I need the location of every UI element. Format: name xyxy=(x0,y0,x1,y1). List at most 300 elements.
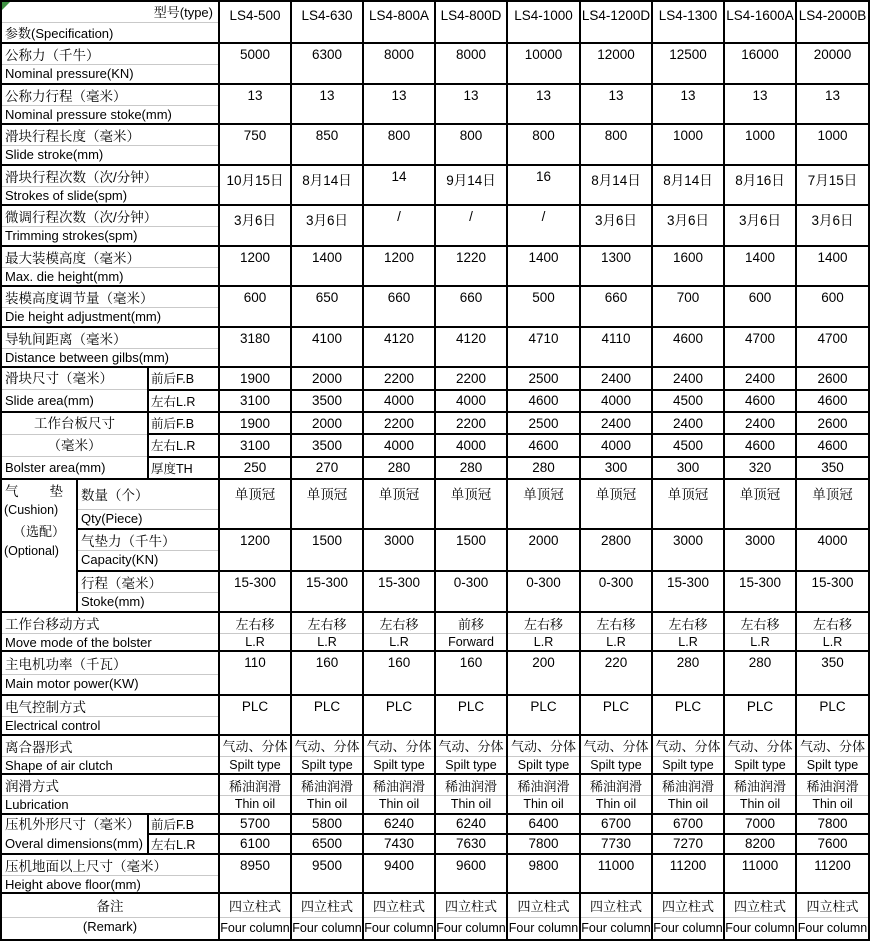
spec-row-label-en: Die height adjustment(mm) xyxy=(1,308,219,327)
spec-value-cell: 9500 xyxy=(291,854,363,894)
spec-value-cell: 500 xyxy=(507,286,580,327)
spec-value-en: Forward xyxy=(435,634,507,652)
spec-value-cell: 6300 xyxy=(291,43,363,84)
spec-row-label-en: Height above floor(mm) xyxy=(1,875,219,893)
spec-value-zh: 稀油润滑 xyxy=(435,774,507,796)
table-row xyxy=(1,165,869,187)
spec-value-zh: 气动、分体 xyxy=(580,735,652,757)
spec-row-label-zh: 滑块行程次数（次/分钟） xyxy=(1,165,219,187)
spec-value-cell: 11200 xyxy=(652,854,724,894)
spec-value-cell: 4120 xyxy=(435,327,507,368)
spec-value-cell: 4000 xyxy=(435,390,507,413)
spec-value-cell: 13 xyxy=(291,84,363,125)
spec-value-cell: 15-300 xyxy=(363,571,435,613)
spec-row-label-zh: 公称力行程（毫米） xyxy=(1,84,219,106)
spec-value-en: Thin oil xyxy=(652,796,724,814)
spec-value-cell: 280 xyxy=(435,457,507,479)
group-label-line: 压机外形尺寸（毫米） xyxy=(5,816,140,832)
table-row xyxy=(1,651,869,674)
spec-value-cell: 1500 xyxy=(291,529,363,571)
spec-row-label-en: Distance between gilbs(mm) xyxy=(1,348,219,367)
spec-value-cell: 8000 xyxy=(363,43,435,84)
spec-value-cell: 3月6日 xyxy=(652,205,724,246)
spec-value-cell: 4000 xyxy=(580,434,652,456)
spec-value-cell: 4120 xyxy=(363,327,435,368)
spec-value-cell: 1900 xyxy=(219,412,291,434)
spec-row-label-zh: 主电机功率（千瓦） xyxy=(1,651,219,674)
spec-row-label-zh: 装模高度调节量（毫米） xyxy=(1,286,219,308)
spec-value-cell: 单顶冠 xyxy=(219,479,291,529)
spec-value-cell: 单顶冠 xyxy=(652,479,724,529)
cushion-label-zh-right: 垫 xyxy=(49,484,63,499)
spec-value-cell: 1200 xyxy=(219,246,291,287)
spec-value-cell: PLC xyxy=(291,695,363,735)
spec-value-cell: 1400 xyxy=(796,246,869,287)
spec-value-cell: 10000 xyxy=(507,43,580,84)
group-row-label xyxy=(1,814,148,854)
spec-value-cell: 4700 xyxy=(796,327,869,368)
table-row xyxy=(1,327,869,349)
spec-value-en: L.R xyxy=(652,634,724,652)
spec-value-cell: 660 xyxy=(580,286,652,327)
sub-row-label: 左右L.R xyxy=(148,434,219,456)
corner-cell-spec: 参数(Specification) xyxy=(1,23,219,44)
spec-value-cell: 8000 xyxy=(435,43,507,84)
spec-value-en: Four column xyxy=(363,917,435,940)
spec-value-cell: 13 xyxy=(652,84,724,125)
spec-value-zh: 稀油润滑 xyxy=(580,774,652,796)
spec-value-cell: 700 xyxy=(652,286,724,327)
spec-value-en: Spilt type xyxy=(724,756,796,774)
model-header: LS4-1000 xyxy=(507,1,580,43)
spec-value-cell: 850 xyxy=(291,124,363,165)
spec-value-cell: 6500 xyxy=(291,834,363,854)
table-row xyxy=(1,735,869,757)
spec-value-zh: 前移 xyxy=(435,612,507,634)
spec-value-zh: 稀油润滑 xyxy=(507,774,580,796)
model-header: LS4-2000B xyxy=(796,1,869,43)
spec-value-cell: 600 xyxy=(724,286,796,327)
spec-value-cell: 280 xyxy=(724,651,796,695)
spec-value-cell: 4500 xyxy=(652,434,724,456)
group-label-line: Bolster area(mm) xyxy=(2,456,147,478)
spec-value-zh: 气动、分体 xyxy=(219,735,291,757)
spec-value-cell: 11000 xyxy=(724,854,796,894)
spec-value-cell: 0-300 xyxy=(507,571,580,613)
spec-value-cell: 9月14日 xyxy=(435,165,507,206)
spec-value-cell: 600 xyxy=(796,286,869,327)
spec-value-en: Four column xyxy=(435,917,507,940)
spec-value-cell: 2000 xyxy=(291,412,363,434)
spec-row-label-en: Slide stroke(mm) xyxy=(1,146,219,165)
table-row xyxy=(1,854,869,876)
spec-value-cell: 7630 xyxy=(435,834,507,854)
spec-value-cell: 800 xyxy=(435,124,507,165)
spec-value-cell: 13 xyxy=(724,84,796,125)
spec-value-zh: 四立柱式 xyxy=(219,893,291,917)
spec-value-cell: 16 xyxy=(507,165,580,206)
spec-value-cell: 1000 xyxy=(724,124,796,165)
spec-value-cell: 1000 xyxy=(652,124,724,165)
green-corner-icon xyxy=(2,2,10,10)
spec-value-cell: 160 xyxy=(363,651,435,695)
spec-value-cell: 7600 xyxy=(796,834,869,854)
spec-value-cell: 350 xyxy=(796,457,869,479)
table-row xyxy=(1,917,869,940)
spec-value-zh: 稀油润滑 xyxy=(363,774,435,796)
spec-value-cell: 11200 xyxy=(796,854,869,894)
spec-value-cell: 3月6日 xyxy=(724,205,796,246)
spec-value-zh: 气动、分体 xyxy=(363,735,435,757)
spec-value-zh: 左右移 xyxy=(796,612,869,634)
spec-value-en: Four column xyxy=(652,917,724,940)
spec-value-en: L.R xyxy=(507,634,580,652)
model-header: LS4-1300 xyxy=(652,1,724,43)
spec-value-cell: 2200 xyxy=(363,367,435,390)
spec-value-cell: 8950 xyxy=(219,854,291,894)
cushion-sub-label-en: Qty(Piece) xyxy=(77,509,219,529)
spec-value-cell: 7270 xyxy=(652,834,724,854)
model-header: LS4-630 xyxy=(291,1,363,43)
spec-value-cell: 4000 xyxy=(435,434,507,456)
spec-value-cell: 7800 xyxy=(507,834,580,854)
cushion-label-line: (Cushion) xyxy=(4,503,59,517)
spec-value-cell: 4700 xyxy=(724,327,796,368)
group-label-line: Slide area(mm) xyxy=(2,389,147,411)
spec-value-cell: 13 xyxy=(796,84,869,125)
spec-value-cell: 2400 xyxy=(724,367,796,390)
cushion-sub-label-en: Capacity(KN) xyxy=(77,551,219,571)
spec-value-cell: 600 xyxy=(219,286,291,327)
spec-value-en: Spilt type xyxy=(580,756,652,774)
spec-value-cell: 9600 xyxy=(435,854,507,894)
model-header: LS4-800D xyxy=(435,1,507,43)
spec-value-cell: 280 xyxy=(363,457,435,479)
spec-value-cell: 5700 xyxy=(219,814,291,834)
table-row xyxy=(1,695,869,717)
spec-value-cell: 13 xyxy=(507,84,580,125)
spec-value-cell: 15-300 xyxy=(796,571,869,613)
spec-value-cell: 2400 xyxy=(724,412,796,434)
spec-value-cell: 9800 xyxy=(507,854,580,894)
spec-value-cell: 13 xyxy=(435,84,507,125)
spec-value-zh: 稀油润滑 xyxy=(652,774,724,796)
spec-row-label-zh: 离合器形式 xyxy=(1,735,219,757)
spec-value-zh: 左右移 xyxy=(580,612,652,634)
spec-value-cell: 280 xyxy=(652,651,724,695)
spec-value-cell: 280 xyxy=(507,457,580,479)
spec-value-en: Four column xyxy=(291,917,363,940)
spec-value-cell: 4500 xyxy=(652,390,724,413)
spec-value-cell: 9400 xyxy=(363,854,435,894)
spec-row-label-en: Trimming strokes(spm) xyxy=(1,227,219,246)
spec-value-en: Thin oil xyxy=(435,796,507,814)
spec-value-cell: 3月6日 xyxy=(291,205,363,246)
model-header: LS4-1600A xyxy=(724,1,796,43)
spec-value-en: Spilt type xyxy=(291,756,363,774)
spec-value-cell: 6100 xyxy=(219,834,291,854)
spec-value-zh: 四立柱式 xyxy=(291,893,363,917)
sub-row-label: 前后F.B xyxy=(148,367,219,390)
spec-value-cell: PLC xyxy=(724,695,796,735)
spec-row-label-en: Strokes of slide(spm) xyxy=(1,186,219,205)
spec-value-cell: 12000 xyxy=(580,43,652,84)
spec-value-cell: 1200 xyxy=(363,246,435,287)
table-row xyxy=(1,634,869,652)
table-row xyxy=(1,796,869,814)
spec-value-en: Thin oil xyxy=(796,796,869,814)
spec-value-zh: 气动、分体 xyxy=(724,735,796,757)
spec-value-cell: 750 xyxy=(219,124,291,165)
spec-value-cell: 13 xyxy=(219,84,291,125)
spec-value-cell: 8200 xyxy=(724,834,796,854)
cushion-label-line: (Optional) xyxy=(4,544,59,558)
spec-value-cell: PLC xyxy=(363,695,435,735)
corner-cell-type: 型号(type) xyxy=(1,1,219,23)
spec-row-label-zh: 导轨间距离（毫米） xyxy=(1,327,219,349)
spec-value-cell: 3500 xyxy=(291,434,363,456)
spec-value-cell: 0-300 xyxy=(435,571,507,613)
spec-value-cell: 3000 xyxy=(724,529,796,571)
spec-value-cell: 4600 xyxy=(796,390,869,413)
spec-value-zh: 四立柱式 xyxy=(796,893,869,917)
spec-value-cell: 2400 xyxy=(652,412,724,434)
spec-value-cell: 2000 xyxy=(291,367,363,390)
spec-value-en: Thin oil xyxy=(219,796,291,814)
spec-value-en: Four column xyxy=(796,917,869,940)
spec-value-cell: 3000 xyxy=(363,529,435,571)
spec-value-cell: 单顶冠 xyxy=(435,479,507,529)
spec-value-cell: PLC xyxy=(652,695,724,735)
spec-value-cell: 650 xyxy=(291,286,363,327)
spec-value-cell: 7730 xyxy=(580,834,652,854)
spec-value-cell: 2600 xyxy=(796,412,869,434)
spec-value-cell: 2200 xyxy=(435,367,507,390)
spec-value-cell: / xyxy=(507,205,580,246)
spec-value-cell: 单顶冠 xyxy=(724,479,796,529)
spec-value-en: Spilt type xyxy=(652,756,724,774)
spec-value-cell: 7000 xyxy=(724,814,796,834)
spec-value-cell: 1500 xyxy=(435,529,507,571)
spec-value-cell: 14 xyxy=(363,165,435,206)
cushion-label-line: （选配） xyxy=(12,524,65,539)
table-row xyxy=(1,412,869,434)
spec-value-cell: 15-300 xyxy=(652,571,724,613)
spec-value-cell: 1200 xyxy=(219,529,291,571)
spec-value-cell: 3180 xyxy=(219,327,291,368)
table-row xyxy=(1,893,869,917)
table-row xyxy=(1,286,869,308)
model-header: LS4-1200D xyxy=(580,1,652,43)
spec-value-zh: 左右移 xyxy=(652,612,724,634)
spec-value-en: Four column xyxy=(580,917,652,940)
spec-row-label-en: Electrical control xyxy=(1,717,219,735)
cushion-sub-label-zh: 行程（毫米） xyxy=(77,571,219,593)
spec-value-cell: 单顶冠 xyxy=(291,479,363,529)
spec-row-label-zh: 电气控制方式 xyxy=(1,695,219,717)
spec-value-cell: 5000 xyxy=(219,43,291,84)
spec-row-label-zh: 润滑方式 xyxy=(1,774,219,796)
spec-value-cell: 6400 xyxy=(507,814,580,834)
spec-value-cell: 单顶冠 xyxy=(507,479,580,529)
spec-value-zh: 四立柱式 xyxy=(435,893,507,917)
spec-value-zh: 左右移 xyxy=(363,612,435,634)
spec-value-cell: 1300 xyxy=(580,246,652,287)
spec-value-cell: 15-300 xyxy=(219,571,291,613)
spec-row-label-zh: 最大装模高度（毫米） xyxy=(1,246,219,268)
spec-value-cell: 10月15日 xyxy=(219,165,291,206)
spec-value-cell: 15-300 xyxy=(724,571,796,613)
spec-value-cell: 1400 xyxy=(291,246,363,287)
spec-value-cell: 2800 xyxy=(580,529,652,571)
cushion-group-label xyxy=(1,479,77,612)
spec-row-label-en: Shape of air clutch xyxy=(1,756,219,774)
group-row-label xyxy=(1,367,148,412)
spec-value-zh: 稀油润滑 xyxy=(724,774,796,796)
group-label-line: 滑块尺寸（毫米） xyxy=(5,371,113,386)
spec-value-zh: 气动、分体 xyxy=(652,735,724,757)
table-row xyxy=(1,814,869,834)
spec-value-cell: 3500 xyxy=(291,390,363,413)
spec-value-cell: 660 xyxy=(363,286,435,327)
spec-value-zh: 气动、分体 xyxy=(291,735,363,757)
spec-value-cell: 4600 xyxy=(507,390,580,413)
spec-value-cell: 3月6日 xyxy=(580,205,652,246)
spec-value-cell: 6700 xyxy=(580,814,652,834)
spec-row-label-en: Main motor power(KW) xyxy=(1,674,219,695)
spec-row-label-en: (Remark) xyxy=(1,917,219,940)
spec-value-cell: 16000 xyxy=(724,43,796,84)
spec-value-cell: 2400 xyxy=(652,367,724,390)
spec-value-en: Thin oil xyxy=(507,796,580,814)
spec-value-cell: 11000 xyxy=(580,854,652,894)
spec-value-zh: 气动、分体 xyxy=(507,735,580,757)
spec-value-en: L.R xyxy=(724,634,796,652)
sub-row-label: 左右L.R xyxy=(148,834,219,854)
table-row xyxy=(1,756,869,774)
spec-value-en: L.R xyxy=(363,634,435,652)
spec-value-cell: 800 xyxy=(580,124,652,165)
spec-value-cell: 8月14日 xyxy=(652,165,724,206)
spec-value-cell: 8月14日 xyxy=(291,165,363,206)
spec-value-cell: 1400 xyxy=(507,246,580,287)
spec-value-cell: 6240 xyxy=(435,814,507,834)
spec-row-label-zh: 微调行程次数（次/分钟） xyxy=(1,205,219,227)
sub-row-label: 前后F.B xyxy=(148,412,219,434)
spec-value-cell: 1400 xyxy=(724,246,796,287)
spec-value-cell: 3月6日 xyxy=(219,205,291,246)
group-label-line: 工作台板尺寸 xyxy=(34,416,115,431)
spec-row-label-en: Move mode of the bolster xyxy=(1,634,219,652)
spec-value-cell: 1600 xyxy=(652,246,724,287)
spec-value-cell: 4710 xyxy=(507,327,580,368)
spec-value-cell: 250 xyxy=(219,457,291,479)
spec-value-en: Four column xyxy=(507,917,580,940)
spec-value-cell: 2400 xyxy=(580,412,652,434)
spec-value-cell: 2200 xyxy=(435,412,507,434)
spec-value-cell: 4600 xyxy=(796,434,869,456)
spec-value-cell: 4100 xyxy=(291,327,363,368)
table-row xyxy=(1,529,869,551)
table-row xyxy=(1,774,869,796)
spec-value-en: Spilt type xyxy=(435,756,507,774)
table-row xyxy=(1,571,869,593)
spec-row-label-en: Max. die height(mm) xyxy=(1,267,219,286)
sub-row-label: 前后F.B xyxy=(148,814,219,834)
spec-value-cell: 4600 xyxy=(507,434,580,456)
spec-value-cell: 160 xyxy=(435,651,507,695)
spec-value-cell: 3000 xyxy=(652,529,724,571)
spec-value-en: Spilt type xyxy=(363,756,435,774)
spec-value-cell: 200 xyxy=(507,651,580,695)
table-row xyxy=(1,43,869,65)
spec-value-zh: 四立柱式 xyxy=(652,893,724,917)
cushion-sub-label-zh: 气垫力（千牛） xyxy=(77,529,219,551)
spec-value-zh: 稀油润滑 xyxy=(796,774,869,796)
cushion-label-line xyxy=(2,480,76,501)
spec-value-cell: PLC xyxy=(219,695,291,735)
spec-value-en: Thin oil xyxy=(580,796,652,814)
spec-value-cell: 单顶冠 xyxy=(363,479,435,529)
spec-value-cell: 4600 xyxy=(724,434,796,456)
cushion-label-zh-left: 气 xyxy=(5,484,19,499)
spec-row-label-zh: 工作台移动方式 xyxy=(1,612,219,634)
spec-value-cell: 320 xyxy=(724,457,796,479)
spec-value-cell: 660 xyxy=(435,286,507,327)
spec-value-zh: 四立柱式 xyxy=(363,893,435,917)
table-row xyxy=(1,246,869,268)
spec-value-cell: 300 xyxy=(652,457,724,479)
spec-value-zh: 稀油润滑 xyxy=(219,774,291,796)
group-row-label xyxy=(1,412,148,479)
spec-value-cell: 单顶冠 xyxy=(580,479,652,529)
spec-value-cell: PLC xyxy=(507,695,580,735)
spec-row-label-zh: 压机地面以上尺寸（毫米） xyxy=(1,854,219,876)
spec-value-cell: 2500 xyxy=(507,412,580,434)
spec-value-cell: 300 xyxy=(580,457,652,479)
spec-value-cell: 单顶冠 xyxy=(796,479,869,529)
spec-row-label-zh: 公称力（千牛） xyxy=(1,43,219,65)
spec-value-cell: PLC xyxy=(435,695,507,735)
spec-value-zh: 稀油润滑 xyxy=(291,774,363,796)
spec-value-en: Thin oil xyxy=(724,796,796,814)
spec-value-cell: 6700 xyxy=(652,814,724,834)
table-row xyxy=(1,1,869,23)
spec-value-cell: 3100 xyxy=(219,434,291,456)
spec-value-zh: 四立柱式 xyxy=(724,893,796,917)
table-row xyxy=(1,367,869,390)
spec-value-cell: / xyxy=(435,205,507,246)
spec-value-zh: 四立柱式 xyxy=(507,893,580,917)
spec-value-cell: 5800 xyxy=(291,814,363,834)
spec-value-cell: 4600 xyxy=(724,390,796,413)
spec-value-cell: 1000 xyxy=(796,124,869,165)
spec-value-zh: 气动、分体 xyxy=(796,735,869,757)
spec-value-cell: 4000 xyxy=(580,390,652,413)
spec-row-label-en: Nominal pressure stoke(mm) xyxy=(1,105,219,124)
spec-value-en: Thin oil xyxy=(363,796,435,814)
spec-value-cell: 2600 xyxy=(796,367,869,390)
group-label-line: Overal dimensions(mm) xyxy=(5,835,143,851)
spec-value-en: L.R xyxy=(291,634,363,652)
spec-value-cell: 13 xyxy=(580,84,652,125)
spec-value-cell: 7800 xyxy=(796,814,869,834)
spec-value-cell: PLC xyxy=(580,695,652,735)
spec-value-en: Four column xyxy=(724,917,796,940)
spec-value-cell: 12500 xyxy=(652,43,724,84)
spec-value-cell: 270 xyxy=(291,457,363,479)
spec-value-en: Four column xyxy=(219,917,291,940)
